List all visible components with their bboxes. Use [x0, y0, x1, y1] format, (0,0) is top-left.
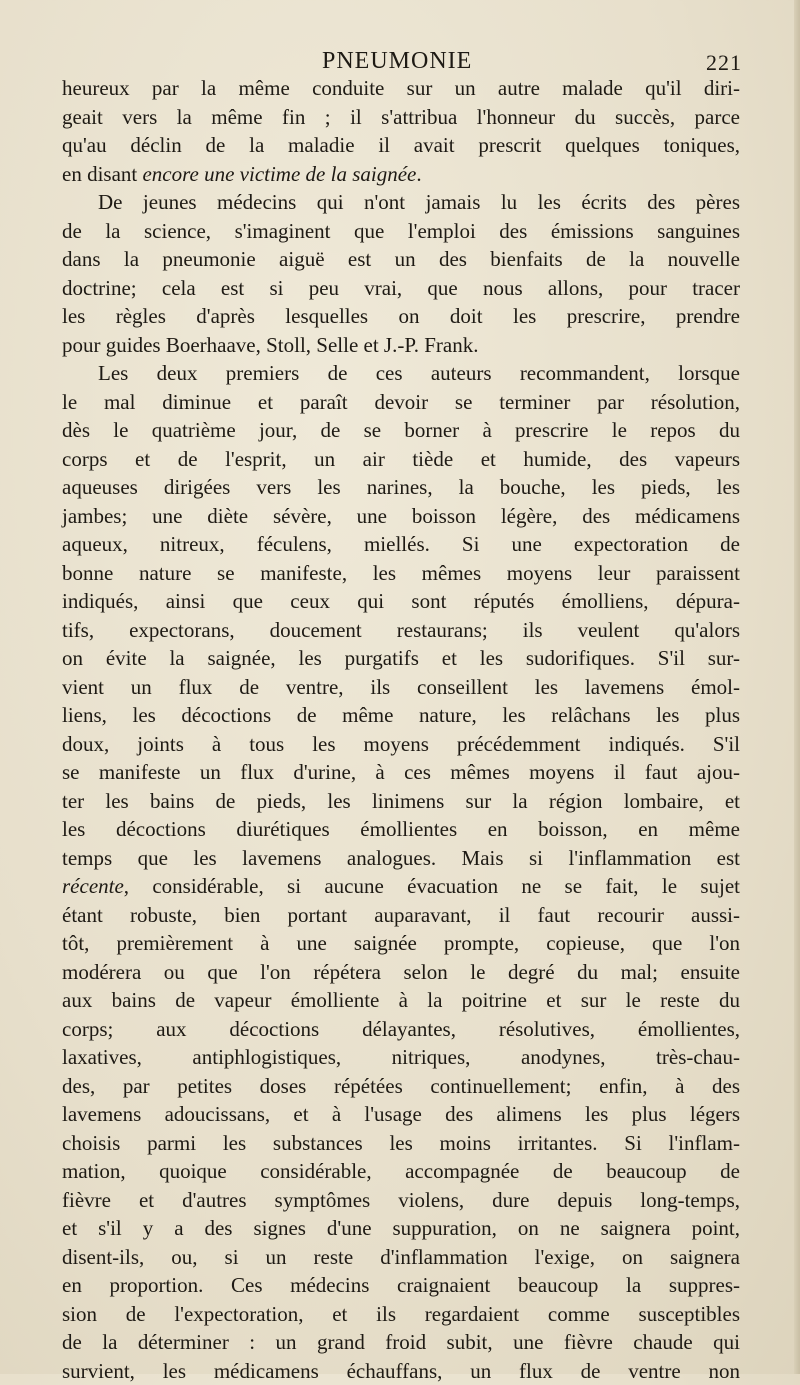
text-segment: vient un flux de ventre, ils conseillent les lavemens émol- — [62, 675, 740, 699]
text-segment: lavemens adoucissans, et à l'usage des alimens les plus légers — [62, 1102, 740, 1126]
text-line — [62, 388, 740, 417]
text-line — [62, 274, 740, 303]
text-line — [62, 929, 740, 958]
text-segment: heureux par la même conduite sur un autre malade qu'il diri- — [62, 76, 740, 100]
page-edge — [794, 0, 800, 1374]
text-segment: et s'il y a des signes d'une suppuration, on ne saignera point, — [62, 1216, 740, 1240]
text-segment: . — [416, 162, 421, 186]
text-line — [62, 416, 740, 445]
text-line — [62, 1214, 740, 1243]
text-line — [62, 958, 740, 987]
text-segment: sion de l'expectoration, et ils regardaient comme susceptibles — [62, 1302, 740, 1326]
text-line — [62, 730, 740, 759]
text-segment: Les deux premiers de ces auteurs recommandent, lorsque — [98, 361, 740, 385]
text-segment: De jeunes médecins qui n'ont jamais lu les écrits des pères — [98, 190, 740, 214]
text-segment: les règles d'après lesquelles on doit les prescrire, prendre — [62, 304, 740, 328]
text-segment: temps que les lavemens analogues. Mais si l'inflammation est — [62, 846, 740, 870]
text-segment: modérera ou que l'on répétera selon le degré du mal; ensuite — [62, 960, 740, 984]
text-segment: aux bains de vapeur émolliente à la poitrine et sur le reste du — [62, 988, 740, 1012]
text-segment: geait vers la même fin ; il s'attribua l'honneur du succès, parce — [62, 105, 740, 129]
text-segment: en proportion. Ces médecins craignaient beaucoup la suppres- — [62, 1273, 740, 1297]
text-line — [62, 502, 740, 531]
text-line — [62, 359, 740, 388]
text-line — [62, 559, 740, 588]
text-line — [62, 217, 740, 246]
text-line — [62, 331, 740, 360]
text-line — [62, 701, 740, 730]
text-line — [62, 872, 740, 901]
italic-text: encore une victime de la saignée — [142, 162, 416, 186]
text-line — [62, 644, 740, 673]
text-segment: liens, les décoctions de même nature, les relâchans les plus — [62, 703, 740, 727]
text-segment: , considérable, si aucune évacuation ne se fait, le sujet — [124, 874, 740, 898]
text-segment: doctrine; cela est si peu vrai, que nous allons, pour tracer — [62, 276, 740, 300]
text-line — [62, 1015, 740, 1044]
text-segment: dans la pneumonie aiguë est un des bienfaits de la nouvelle — [62, 247, 740, 271]
text-line — [62, 160, 740, 189]
text-segment: les décoctions diurétiques émollientes en boisson, en même — [62, 817, 740, 841]
text-segment: doux, joints à tous les moyens précédemment indiqués. S'il — [62, 732, 740, 756]
text-segment: jambes; une diète sévère, une boisson légère, des médicamens — [62, 504, 740, 528]
text-line — [62, 815, 740, 844]
text-segment: tifs, expectorans, doucement restaurans; ils veulent qu'alors — [62, 618, 740, 642]
text-segment: de la déterminer : un grand froid subit, une fièvre chaude qui — [62, 1330, 740, 1354]
text-segment: tôt, premièrement à une saignée prompte, copieuse, que l'on — [62, 931, 740, 955]
text-line — [62, 131, 740, 160]
text-line — [62, 1186, 740, 1215]
italic-text: récente — [62, 874, 124, 898]
text-line — [62, 787, 740, 816]
text-segment: en disant — [62, 162, 142, 186]
text-line — [62, 901, 740, 930]
text-line — [62, 473, 740, 502]
text-line — [62, 758, 740, 787]
text-segment: étant robuste, bien portant auparavant, il faut recourir aussi- — [62, 903, 740, 927]
text-line — [62, 1243, 740, 1272]
text-segment: disent-ils, ou, si un reste d'inflammation l'exige, on saignera — [62, 1245, 740, 1269]
text-line — [62, 616, 740, 645]
text-line — [62, 1328, 740, 1357]
text-segment: des, par petites doses répétées continuellement; enfin, à des — [62, 1074, 740, 1098]
text-segment: indiqués, ainsi que ceux qui sont réputés émolliens, dépura- — [62, 589, 740, 613]
text-segment: corps et de l'esprit, un air tiède et humide, des vapeurs — [62, 447, 740, 471]
text-segment: de la science, s'imaginent que l'emploi des émissions sanguines — [62, 219, 740, 243]
text-segment: mation, quoique considérable, accompagnée de beaucoup de — [62, 1159, 740, 1183]
body-text — [62, 74, 740, 1385]
text-line — [62, 986, 740, 1015]
text-segment: qu'au déclin de la maladie il avait prescrit quelques toniques, — [62, 133, 740, 157]
text-segment: aqueux, nitreux, féculens, miellés. Si une expectoration de — [62, 532, 740, 556]
text-segment: aqueuses dirigées vers les narines, la bouche, les pieds, les — [62, 475, 740, 499]
text-segment: fièvre et d'autres symptômes violens, dure depuis long-temps, — [62, 1188, 740, 1212]
text-line — [62, 587, 740, 616]
text-line — [62, 844, 740, 873]
text-segment: ter les bains de pieds, les linimens sur la région lombaire, et — [62, 789, 740, 813]
text-segment: corps; aux décoctions délayantes, résolutives, émollientes, — [62, 1017, 740, 1041]
text-line — [62, 188, 740, 217]
text-line — [62, 530, 740, 559]
text-line — [62, 1072, 740, 1101]
text-line — [62, 1157, 740, 1186]
text-segment: on évite la saignée, les purgatifs et les sudorifiques. S'il sur- — [62, 646, 740, 670]
text-segment: pour guides Boerhaave, Stoll, Selle et J.-P. Frank. — [62, 333, 478, 357]
text-line — [62, 445, 740, 474]
text-segment: laxatives, antiphlogistiques, nitriques, anodynes, très-chau- — [62, 1045, 740, 1069]
text-line — [62, 103, 740, 132]
text-segment: le mal diminue et paraît devoir se terminer par résolution, — [62, 390, 740, 414]
text-segment: choisis parmi les substances les moins irritantes. Si l'inflam- — [62, 1131, 740, 1155]
text-line — [62, 74, 740, 103]
text-line — [62, 1100, 740, 1129]
text-line — [62, 673, 740, 702]
text-line — [62, 302, 740, 331]
page-number: 221 — [706, 50, 742, 76]
text-line — [62, 1300, 740, 1329]
running-title: PNEUMONIE — [322, 48, 562, 75]
text-line — [62, 1271, 740, 1300]
text-line — [62, 1129, 740, 1158]
text-segment: survient, les médicamens échauffans, un flux de ventre non — [62, 1359, 740, 1383]
text-line — [62, 1043, 740, 1072]
text-line — [62, 1357, 740, 1385]
text-segment: bonne nature se manifeste, les mêmes moyens leur paraissent — [62, 561, 740, 585]
text-segment: dès le quatrième jour, de se borner à prescrire le repos du — [62, 418, 740, 442]
text-segment: se manifeste un flux d'urine, à ces mêmes moyens il faut ajou- — [62, 760, 740, 784]
text-line — [62, 245, 740, 274]
